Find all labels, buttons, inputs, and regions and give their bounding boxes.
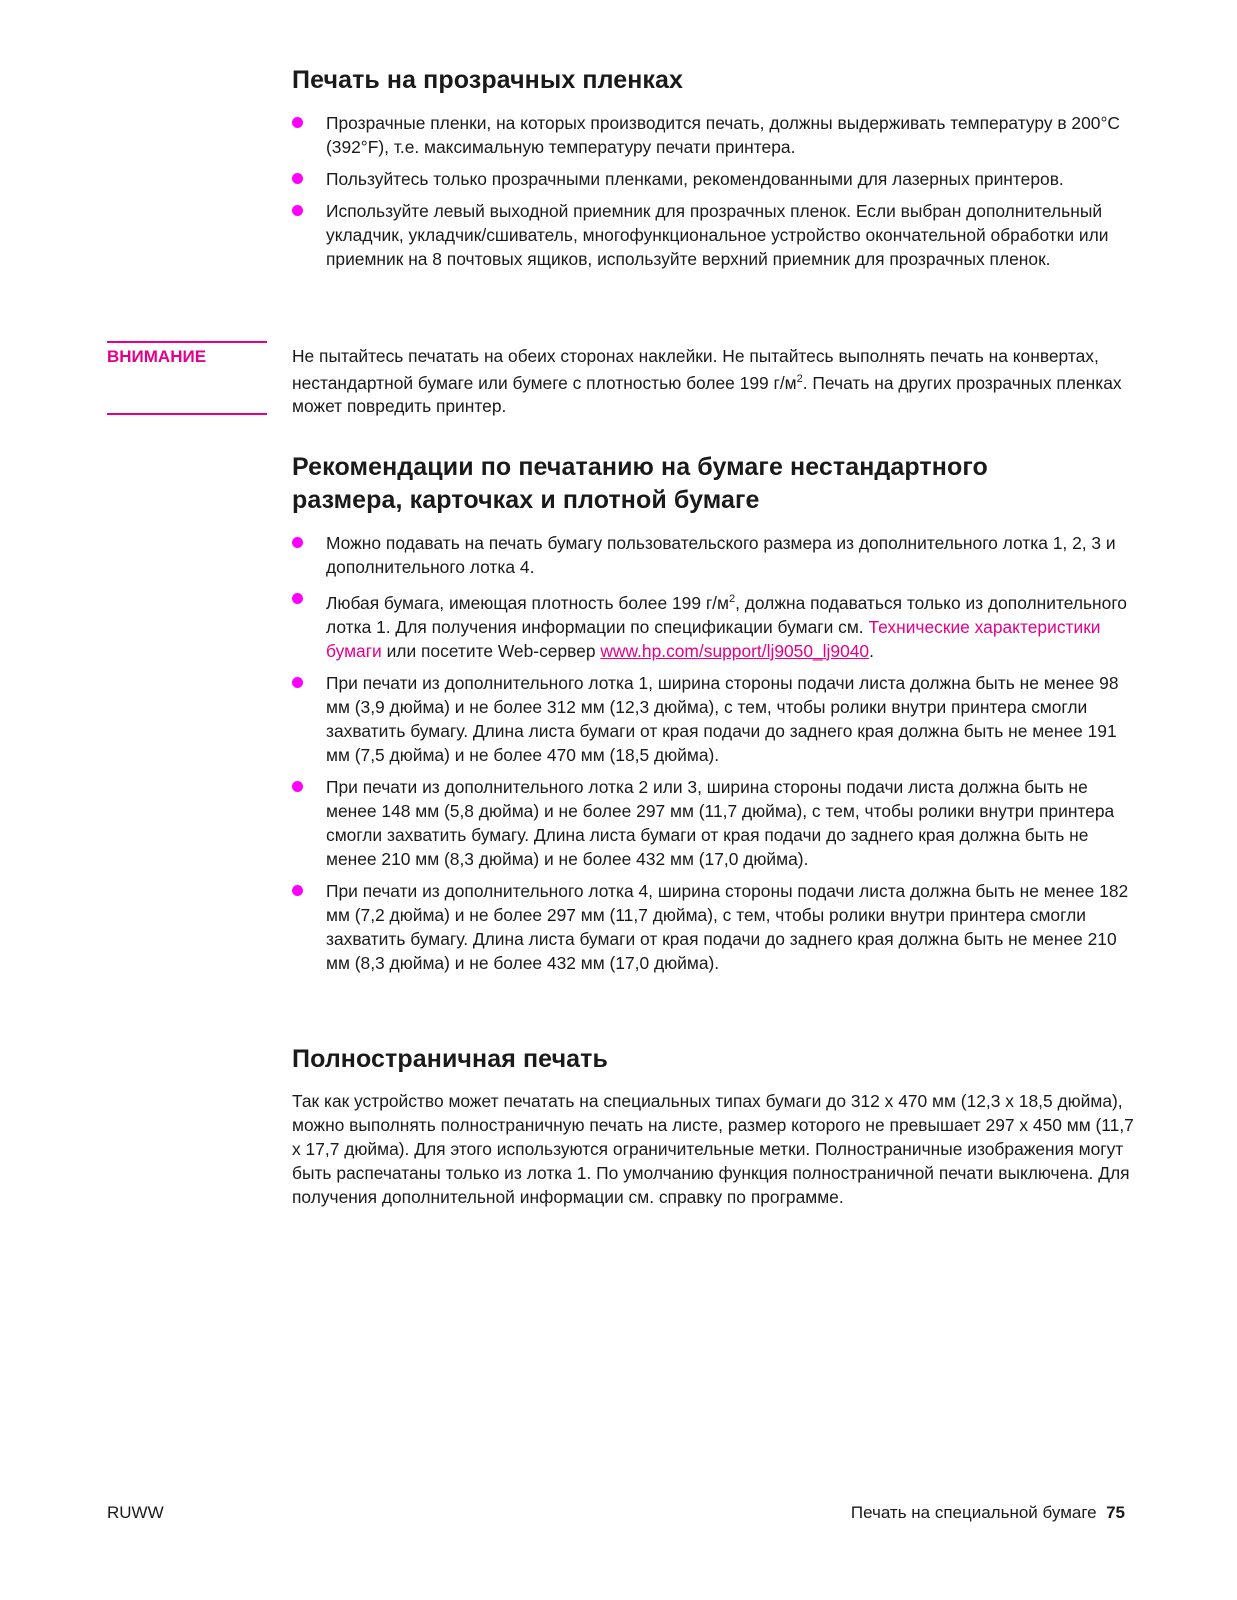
paper-specs-link[interactable]: Технические характеристики бумаги bbox=[326, 616, 1101, 661]
warning-top-rule bbox=[107, 341, 267, 343]
section-transparencies bbox=[292, 64, 1142, 279]
footer-right: Печать на специальной бумаге 75 bbox=[850, 1503, 1125, 1522]
warning-label: ВНИМАНИЕ bbox=[107, 347, 207, 366]
list-item: Используйте левый выходной приемник для прозрачных пленок. Если выбран дополнительный укладчик, укладчик/сшиватель, многофункциональное устройство окончательной обработки или приемник на 8 почтовых ящиков, используйте верхний приемник для прозрачных пленок. bbox=[292, 199, 1142, 271]
list-item: Любая бумага, имеющая плотность более 199 $г/м^2$, должна подаваться только из дополнительного лотка 1. Для получения информации по спецификации бумаги см. Технические характеристики бумаги или посетите Web-сервер www.hp.com/support/lj9050_lj9040. bbox=[292, 587, 1142, 663]
bullet-list bbox=[292, 531, 1142, 975]
hp-support-link[interactable]: www.hp.com/support/lj9050_lj9040 bbox=[600, 640, 870, 661]
bullet-dot-icon bbox=[292, 117, 303, 128]
bullet-list bbox=[292, 111, 1142, 271]
list-item: Пользуйтесь только прозрачными пленками, рекомендованными для лазерных принтеров. bbox=[292, 167, 1142, 191]
section-nonstandard-paper bbox=[292, 451, 1142, 983]
bullet-dot-icon bbox=[292, 593, 303, 604]
bullet-dot-icon bbox=[292, 885, 303, 896]
footer-left: RUWW bbox=[107, 1503, 164, 1522]
section-title: Рекомендации по печатанию на бумаге нестандартного размера, карточках и плотной бумаге bbox=[292, 453, 988, 514]
bullet-dot-icon bbox=[292, 677, 303, 688]
list-item: При печати из дополнительного лотка 1, ширина стороны подачи листа должна быть не менее 98 мм (3,9 дюйма) и не более 312 мм (12,3 дюйма), с тем, чтобы ролики внутри принтера смогли захватить бумагу. Длина листа бумаги от края подачи до заднего края должна быть не менее 191 мм (7,5 дюйма) и не более 470 мм (18,5 дюйма). bbox=[292, 671, 1142, 767]
list-item: Прозрачные пленки, на которых производится печать, должны выдерживать температуру в 200°C (392°F), т.е. максимальную температуру печати принтера. bbox=[292, 111, 1142, 159]
warning-bottom-rule bbox=[107, 413, 267, 415]
section-title: Полностраничная печать bbox=[292, 1045, 608, 1073]
section-full-bleed bbox=[292, 1043, 1142, 1209]
section-body: Так как устройство может печатать на специальных типах бумаги до 312 x 470 мм (12,3 x 18,5 дюйма), можно выполнять полностраничную печать на листе, размер которого не превышает 297 x 450 мм (11,7 x 17,7 дюйма). Для этого используются ограничительные метки. Полностраничные изображения могут быть распечатаны только из лотка 1. По умолчанию функция полностраничной печати выключена. Для получения дополнительной информации см. справку по программе. bbox=[292, 1091, 1134, 1207]
list-item: При печати из дополнительного лотка 4, ширина стороны подачи листа должна быть не менее 182 мм (7,2 дюйма) и не более 297 мм (11,7 дюйма), с тем, чтобы ролики внутри принтера смогли захватить бумагу. Длина листа бумаги от края подачи до заднего края должна быть не менее 210 мм (8,3 дюйма) и не более 432 мм (17,0 дюйма). bbox=[292, 879, 1142, 975]
list-item: При печати из дополнительного лотка 2 или 3, ширина стороны подачи листа должна быть не менее 148 мм (5,8 дюйма) и не более 297 мм (11,7 дюйма), с тем, чтобы ролики внутри принтера смогли захватить бумагу. Длина листа бумаги от края подачи до заднего края должна быть не менее 210 мм (8,3 дюйма) и не более 432 мм (17,0 дюйма). bbox=[292, 775, 1142, 871]
bullet-dot-icon bbox=[292, 537, 303, 548]
section-title: Печать на прозрачных пленках bbox=[292, 66, 684, 94]
list-item: Можно подавать на печать бумагу пользовательского размера из дополнительного лотка 1, 2, 3 и дополнительного лотка 4. bbox=[292, 531, 1142, 579]
warning-text: Не пытайтесь печатать на обеих сторонах наклейки. Не пытайтесь выполнять печать на конвертах, нестандартной бумаге или бумеге с плотностью более 199 $г/м^2$. Печать на других прозрачных пленках может повредить принтер. bbox=[292, 346, 1122, 416]
bullet-dot-icon bbox=[292, 205, 303, 216]
page-number: 75 bbox=[1106, 1503, 1125, 1522]
bullet-dot-icon bbox=[292, 173, 303, 184]
bullet-dot-icon bbox=[292, 781, 303, 792]
